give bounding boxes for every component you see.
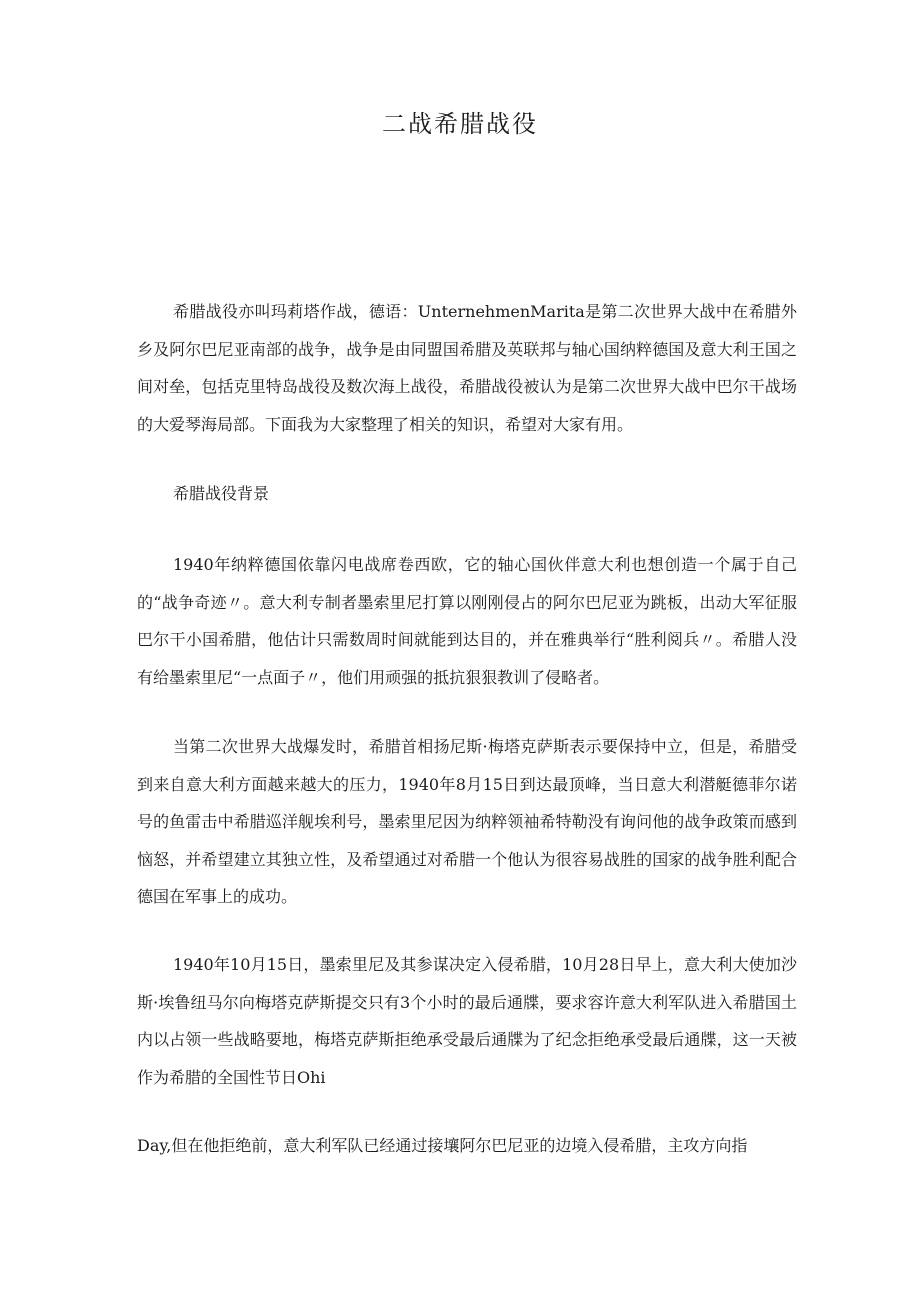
- document-title: 二战希腊战役: [382, 110, 538, 138]
- background-paragraph-2: 当第二次世界大战爆发时，希腊首相扬尼斯·梅塔克萨斯表示要保持中立，但是，希腊受到来自意大利方面越来越大的压力，1940年8月15日到达最顶峰，当日意大利潜艇德菲尔诺号的鱼雷击中希腊巡洋舰埃利号，墨索里尼因为纳粹领袖希特勒没有询问他的战争政策而感到恼怒，并希望建立其独立性，及希望通过对希腊一个他认为很容易战胜的国家的战争胜利配合德国在军事上的成功。: [137, 737, 797, 906]
- background-paragraph-3: 1940年10月15日，墨索里尼及其参谋决定入侵希腊，10月28日早上，意大利大使加沙斯·埃鲁纽马尔向梅塔克萨斯提交只有3个小时的最后通牒，要求容许意大利军队进入希腊国土内以占领一些战略要地，梅塔克萨斯拒绝承受最后通牒为了纪念拒绝承受最后通牒，这一天被作为希腊的全国性节日Ohi: [137, 955, 797, 1087]
- background-paragraph-4: Day,但在他拒绝前，意大利军队已经通过接壤阿尔巴尼亚的边境入侵希腊，主攻方向指: [137, 1136, 748, 1155]
- background-paragraph-1: 1940年纳粹德国依靠闪电战席卷西欧，它的轴心国伙伴意大利也想创造一个属于自己的“战争奇迹〃。意大利专制者墨索里尼打算以刚刚侵占的阿尔巴尼亚为跳板，出动大军征服巴尔干小国希腊，他估计只需数周时间就能到达目的，并在雅典举行“胜利阅兵〃。希腊人没有给墨索里尼“一点面子〃，他们用顽强的抵抗狠狠教训了侵略者。: [137, 555, 797, 687]
- section-heading-background: 希腊战役背景: [173, 484, 270, 503]
- intro-paragraph: 希腊战役亦叫玛莉塔作战，德语：UnternehmenMarita是第二次世界大战中在希腊外乡及阿尔巴尼亚南部的战争，战争是由同盟国希腊及英联邦与轴心国纳粹德国及意大利王国之间对垒，包括克里特岛战役及数次海上战役，希腊战役被认为是第二次世界大战中巴尔干战场的大爱琴海局部。下面我为大家整理了相关的知识，希望对大家有用。: [137, 302, 797, 434]
